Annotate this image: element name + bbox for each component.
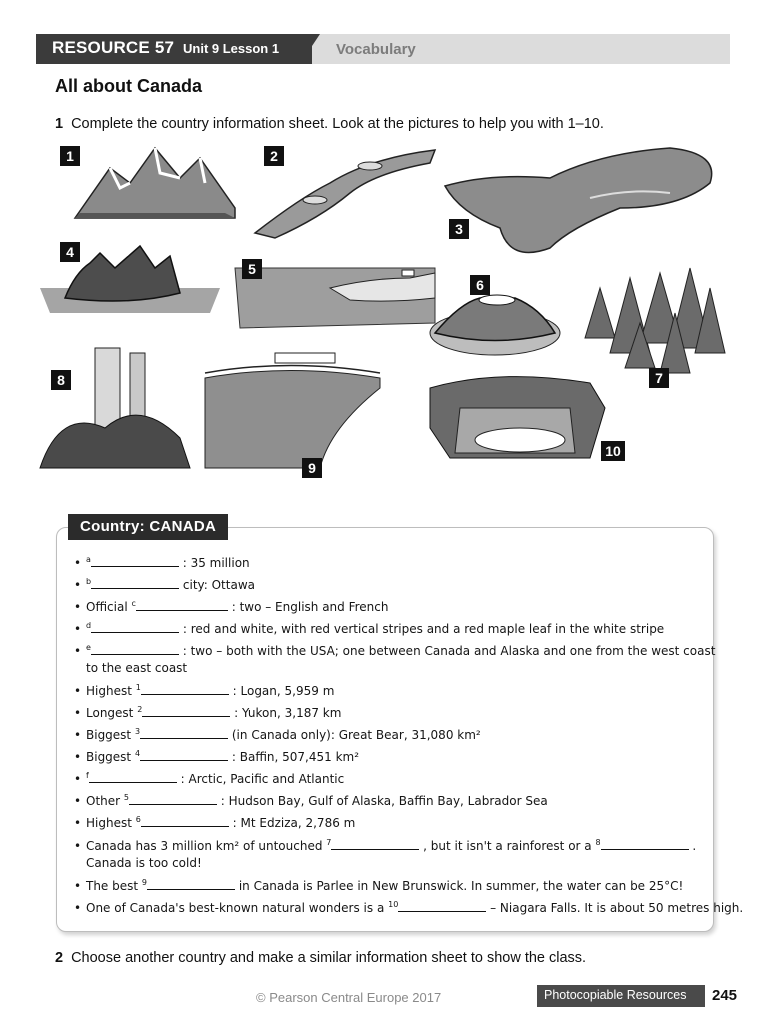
pictures-panel <box>30 138 740 500</box>
unit-lesson-label: Unit 9 Lesson 1 <box>183 41 280 56</box>
answer-blank-5[interactable] <box>129 794 217 805</box>
answer-blank-f[interactable] <box>89 772 177 783</box>
answer-blank-2[interactable] <box>142 706 230 717</box>
picture-number-7: 7 <box>649 368 669 388</box>
picture-forest <box>585 268 725 373</box>
sheet-item: • The best $^9$ in Canada is Parlee in New Brunswick. In summer, the water can be 25°C! <box>74 878 684 893</box>
picture-number-1: 1 <box>60 146 80 166</box>
sheet-item: • Official $^c$ : two – English and French <box>74 599 389 614</box>
answer-blank-c[interactable] <box>136 600 228 611</box>
answer-blank-7[interactable] <box>331 839 419 850</box>
sheet-item: • Longest $^2$ : Yukon, 3,187 km <box>74 705 342 720</box>
answer-blank-9[interactable] <box>147 879 235 890</box>
picture-number-10: 10 <box>601 441 625 461</box>
sheet-item: • $^d$ : red and white, with red vertical stripes and a red maple leaf in the white stripe <box>74 621 665 636</box>
answer-blank-4[interactable] <box>140 750 228 761</box>
answer-blank-e[interactable] <box>91 644 179 655</box>
sheet-item: • $^f$ : Arctic, Pacific and Atlantic <box>74 771 345 786</box>
answer-blank-3[interactable] <box>140 728 228 739</box>
footer-label: Photocopiable Resources <box>544 988 687 1002</box>
sheet-item: • $^e$ : two – both with the USA; one between Canada and Alaska and one from the west coast <box>74 643 716 658</box>
answer-blank-6[interactable] <box>141 816 229 827</box>
sheet-item: • $^b$ city: Ottawa <box>74 577 255 592</box>
sheet-item: • Highest $^1$ : Logan, 5,959 m <box>74 683 335 698</box>
picture-number-6: 6 <box>470 275 490 295</box>
instruction-1-number: 1 <box>55 116 64 132</box>
answer-blank-1[interactable] <box>141 684 229 695</box>
answer-blank-8[interactable] <box>601 839 689 850</box>
section-label: Vocabulary <box>336 41 416 58</box>
sheet-item: • One of Canada's best-known natural wonders is a $^{10}$ – Niagara Falls. It is about 50 metres high. <box>74 900 744 915</box>
page-title: All about Canada <box>55 76 203 96</box>
instruction-2-text: Choose another country and make a similar information sheet to show the class. <box>71 950 587 966</box>
picture-number-4: 4 <box>60 242 80 262</box>
instruction-1 <box>55 116 604 132</box>
picture-waterfall <box>430 377 605 458</box>
picture-number-3: 3 <box>449 219 469 239</box>
sheet-item: • $^a$ : 35 million <box>74 555 250 570</box>
copyright: © Pearson Central Europe 2017 <box>256 990 442 1005</box>
picture-beach <box>205 353 380 468</box>
answer-blank-10[interactable] <box>398 901 486 912</box>
picture-number-2: 2 <box>264 146 284 166</box>
picture-number-8: 8 <box>51 370 71 390</box>
sheet-tab: Country: CANADA <box>68 514 228 540</box>
picture-number-9: 9 <box>302 458 322 478</box>
sheet-item-continuation: to the east coast <box>86 661 188 675</box>
sheet-item: • Biggest $^4$ : Baffin, 507,451 km² <box>74 749 360 764</box>
picture-rainforest <box>40 348 190 468</box>
sheet-item: • Biggest $^3$ (in Canada only): Great Bear, 31,080 km² <box>74 727 481 742</box>
picture-number-5: 5 <box>242 259 262 279</box>
sheet-item-continuation: Canada is too cold! <box>86 856 202 870</box>
sheet-item: • Highest $^6$ : Mt Edziza, 2,786 m <box>74 815 356 830</box>
instruction-2 <box>55 950 586 966</box>
page-number: 245 <box>712 987 738 1004</box>
answer-blank-a[interactable] <box>91 556 179 567</box>
picture-volcano <box>430 295 560 355</box>
header-slant <box>300 34 320 64</box>
answer-blank-d[interactable] <box>91 622 179 633</box>
picture-mountains <box>75 148 235 218</box>
instruction-2-number: 2 <box>55 950 64 966</box>
picture-bay <box>235 268 435 328</box>
resource-label: RESOURCE 57 <box>52 38 175 57</box>
sheet-item: • Canada has 3 million km² of untouched $^7$ , but it isn't a rainforest or a $^8$ . <box>74 838 697 853</box>
picture-lake <box>445 148 712 253</box>
sheet-item: • Other $^5$ : Hudson Bay, Gulf of Alaska, Baffin Bay, Labrador Sea <box>74 793 548 808</box>
instruction-1-text: Complete the country information sheet. Look at the pictures to help you with 1–10. <box>71 116 604 132</box>
answer-blank-b[interactable] <box>91 578 179 589</box>
